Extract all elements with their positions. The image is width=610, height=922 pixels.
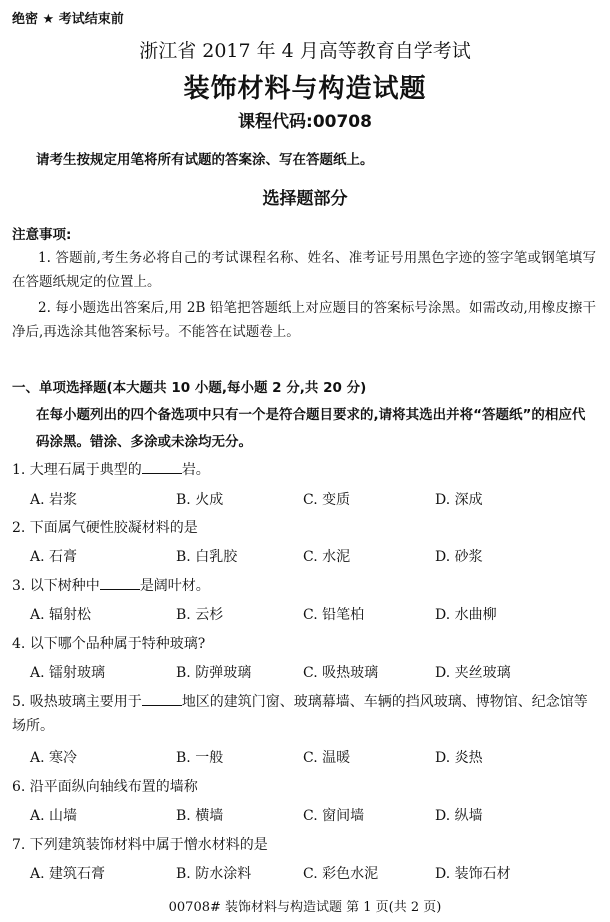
question-text: 5. 吸热玻璃主要用于 [12,694,142,710]
option-b: B. 横墙 [176,808,224,824]
question-4 [12,632,598,656]
question-text: 3. 以下树种中 [12,578,100,594]
question-7 [12,833,598,857]
option-a: A. 山墙 [30,808,78,824]
option-a: A. 建筑石膏 [30,866,106,882]
option-a: A. 石膏 [30,549,78,565]
notice-item-1: 1. 答题前,考生务必将自己的考试课程名称、姓名、准考证号用黑色字迹的签字笔或钢笔填写在答题纸规定的位置上。 [12,250,596,290]
question-6 [12,775,598,799]
question-text: 4. 以下哪个品种属于特种玻璃? [12,636,206,652]
options-1 [0,488,610,512]
question-text: 1. 大理石属于典型的 [12,462,142,478]
option-d: D. 纵墙 [435,808,483,824]
question-text: 2. 下面属气硬性胶凝材料的是 [12,520,198,536]
option-c: C. 彩色水泥 [303,866,379,882]
options-5 [0,746,610,770]
question-text: 7. 下列建筑装饰材料中属于憎水材料的是 [12,837,268,853]
question-text: 6. 沿平面纵向轴线布置的墙称 [12,779,198,795]
option-a: A. 岩浆 [30,492,78,508]
question-text-tail: 地区的建筑门窗、玻璃幕墙、车辆的挡风玻璃、博物馆、纪念馆等场所。 [12,694,588,734]
option-d: D. 装饰石材 [435,866,511,882]
option-c: C. 变质 [303,492,351,508]
question-1 [12,458,598,482]
answer-blank [100,575,140,590]
option-a: A. 辐射松 [30,607,92,623]
section1-description: 在每小题列出的四个备选项中只有一个是符合题目要求的,请将其选出并将“答题纸”的相应代码涂黑。错涂、多涂或未涂均无分。 [36,407,586,450]
notice-heading: 注意事项: [12,227,72,243]
answer-instruction: 请考生按规定用笔将所有试题的答案涂、写在答题纸上。 [36,152,374,168]
option-c: C. 吸热玻璃 [303,665,379,681]
options-6 [0,804,610,828]
course-code: 课程代码:00708 [238,112,372,132]
exam-title: 浙江省 2017 年 4 月高等教育自学考试 [139,40,471,62]
question-text-tail: 岩。 [181,462,210,478]
option-c: C. 窗间墙 [303,808,365,824]
page-footer: 00708# 装饰材料与构造试题 第 1 页(共 2 页) [168,900,442,915]
option-d: D. 水曲柳 [435,607,497,623]
option-a: A. 镭射玻璃 [30,665,106,681]
option-d: D. 砂浆 [435,549,483,565]
option-c: C. 水泥 [303,549,351,565]
option-d: D. 深成 [435,492,483,508]
option-d: D. 炎热 [435,750,483,766]
notice-item-2: 2. 每小题选出答案后,用 2B 铅笔把答题纸上对应题目的答案标号涂黑。如需改动,用橡皮擦干净后,再选涂其他答案标号。不能答在试题卷上。 [12,300,596,340]
question-5 [12,690,598,738]
options-2 [0,545,610,569]
option-b: B. 云杉 [176,607,224,623]
answer-blank [142,691,182,706]
question-2 [12,516,598,540]
option-a: A. 寒冷 [30,750,78,766]
secret-label: 绝密 ★ 考试结束前 [12,12,124,27]
question-3 [12,574,598,598]
option-b: B. 防弹玻璃 [176,665,252,681]
option-d: D. 夹丝玻璃 [435,665,511,681]
section-part-title: 选择题部分 [262,189,348,209]
option-b: B. 火成 [176,492,224,508]
option-b: B. 白乳胶 [176,549,238,565]
section1-heading: 一、单项选择题(本大题共 10 小题,每小题 2 分,共 20 分) [12,380,367,396]
subject-title: 装饰材料与构造试题 [183,74,427,104]
option-c: C. 温暖 [303,750,351,766]
options-3 [0,603,610,627]
option-b: B. 防水涂料 [176,866,252,882]
question-text-tail: 是阔叶材。 [139,578,210,594]
options-7 [0,862,610,886]
options-4 [0,661,610,685]
option-c: C. 铅笔柏 [303,607,365,623]
answer-blank [142,459,182,474]
option-b: B. 一般 [176,750,224,766]
